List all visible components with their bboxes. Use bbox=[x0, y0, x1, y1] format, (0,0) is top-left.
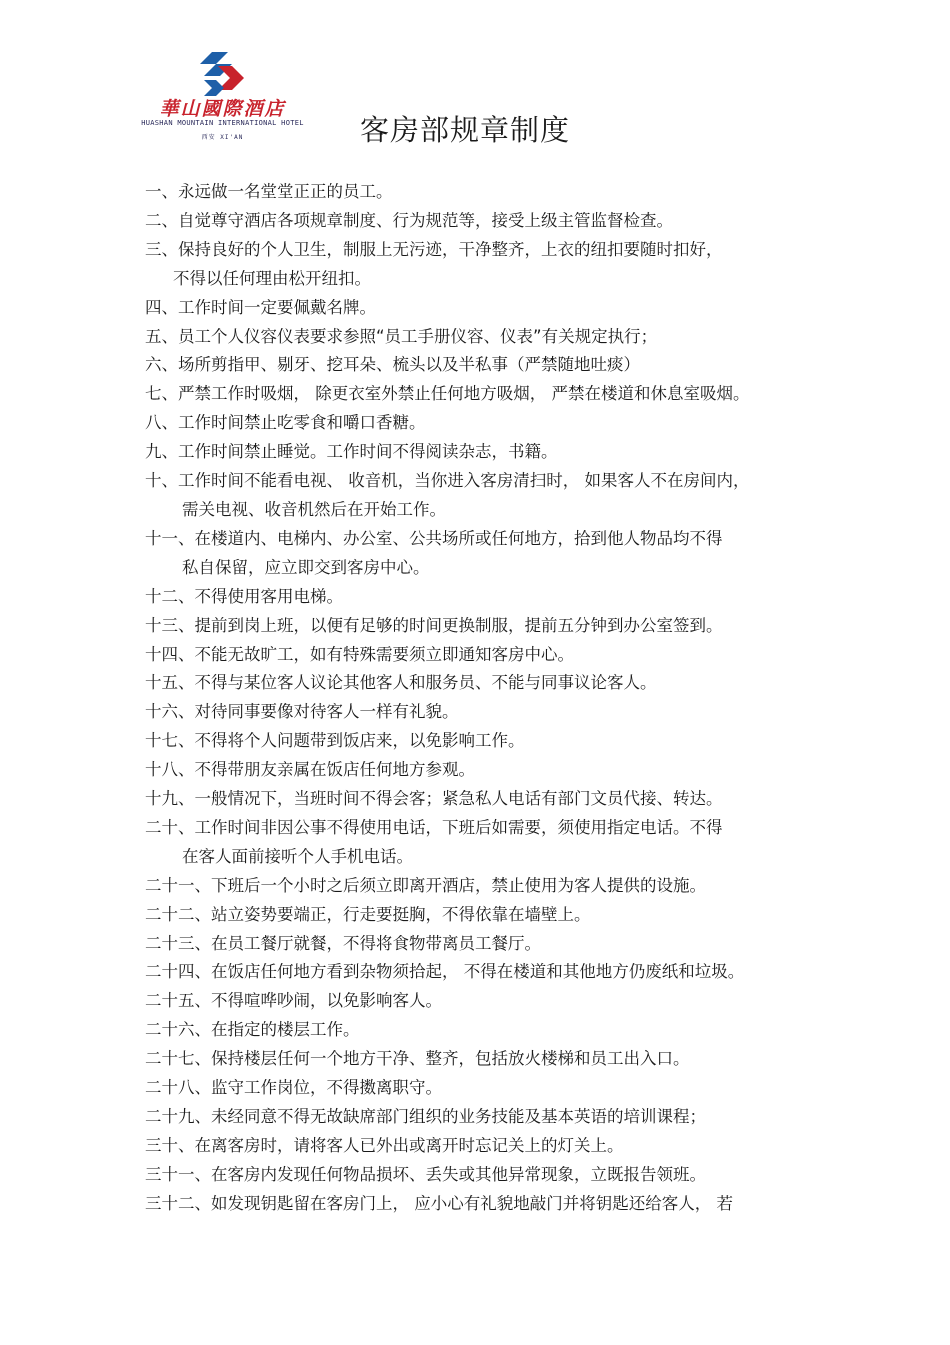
rule-item: 二十三、在员工餐厅就餐，不得将食物带离员工餐厅。 bbox=[145, 933, 541, 953]
rule-item: 八、工作时间禁止吃零食和嚼口香糖。 bbox=[145, 413, 426, 433]
logo-english-name: HUASHAN MOUNTAIN INTERNATIONAL HOTEL bbox=[141, 119, 304, 127]
rule-item: 二十一、下班后一个小时之后须立即离开酒店，禁止使用为客人提供的设施。 bbox=[145, 875, 706, 895]
rule-item: 三十、在离客房时，请将客人已外出或离开时忘记关上的灯关上。 bbox=[145, 1135, 624, 1155]
rule-item: 四、工作时间一定要佩戴名牌。 bbox=[145, 297, 376, 317]
rule-item: 二十八、监守工作岗位，不得擞离职守。 bbox=[145, 1078, 442, 1098]
document-title: 客房部规章制度 bbox=[359, 113, 570, 147]
rule-item: 三、保持良好的个人卫生，制服上无污迹，干净整齐，上衣的纽扣要随时扣好， bbox=[145, 239, 723, 259]
rule-item: 二十九、未经同意不得无故缺席部门组织的业务技能及基本英语的培训课程； bbox=[145, 1107, 706, 1126]
rule-item: 六、场所剪指甲、剔牙、挖耳朵、梳头以及半私事（严禁随地吐痰） bbox=[145, 355, 640, 375]
rule-item: 十七、不得将个人问题带到饭店来，以免影响工作。 bbox=[145, 731, 525, 751]
rule-item: 二十四、在饭店任何地方看到杂物须拾起， 不得在楼道和其他地方仍废纸和垃圾。 bbox=[145, 962, 745, 982]
rule-item-continuation: 需关电视、收音机然后在开始工作。 bbox=[182, 499, 446, 519]
rule-item: 二十七、保持楼层任何一个地方干净、整齐，包括放火楼梯和员工出入口。 bbox=[145, 1049, 690, 1069]
rule-item-continuation: 不得以任何理由松开纽扣。 bbox=[173, 268, 371, 288]
logo-city: 西安 XI'AN bbox=[201, 134, 244, 141]
red-blue-chevron-logo-icon bbox=[198, 52, 246, 96]
rule-item: 三十二、如发现钥匙留在客房门上， 应小心有礼貌地敲门并将钥匙还给客人， 若 bbox=[145, 1193, 733, 1213]
rules-list bbox=[145, 178, 825, 1219]
rule-item-continuation: 在客人面前接听个人手机电话。 bbox=[182, 846, 413, 866]
rule-item: 十六、对待同事要像对待客人一样有礼貌。 bbox=[145, 702, 459, 722]
rule-item: 二十五、不得喧哗吵闹，以免影响客人。 bbox=[145, 991, 442, 1011]
rule-item: 二、自觉尊守酒店各项规章制度、行为规范等，接受上级主管监督检查。 bbox=[145, 210, 673, 230]
rule-item: 十、工作时间不能看电视、 收音机，当你进入客房清扫时， 如果客人不在房间内， bbox=[145, 471, 750, 491]
rule-item: 十五、不得与某位客人议论其他客人和服务员、不能与同事议论客人。 bbox=[145, 673, 657, 693]
rule-item: 十三、提前到岗上班，以便有足够的时间更换制服，提前五分钟到办公室签到。 bbox=[145, 615, 723, 635]
logo-chinese-name: 華山國際酒店 bbox=[159, 98, 286, 120]
rule-item-continuation: 私自保留，应立即交到客房中心。 bbox=[182, 557, 430, 577]
rule-item: 九、工作时间禁止睡觉。工作时间不得阅读杂志，书籍。 bbox=[145, 442, 558, 462]
rule-item: 七、严禁工作时吸烟， 除更衣室外禁止任何地方吸烟， 严禁在楼道和休息室吸烟。 bbox=[145, 384, 750, 404]
rule-item: 三十一、在客房内发现任何物品损坏、丢失或其他异常现象，立既报告领班。 bbox=[145, 1164, 706, 1184]
rule-item: 十一、在楼道内、电梯内、办公室、公共场所或任何地方，拾到他人物品均不得 bbox=[145, 528, 723, 548]
rule-item: 十八、不得带朋友亲属在饭店任何地方参观。 bbox=[145, 760, 475, 780]
rule-item: 二十二、站立姿势要端正，行走要挺胸，不得依靠在墙壁上。 bbox=[145, 904, 591, 924]
rule-item: 一、永远做一名堂堂正正的员工。 bbox=[145, 182, 393, 201]
rule-item: 十九、一般情况下，当班时间不得会客；紧急私人电话有部门文员代接、转达。 bbox=[145, 789, 723, 809]
rule-item: 十四、不能无故旷工，如有特殊需要须立即通知客房中心。 bbox=[145, 644, 574, 664]
rule-item: 十二、不得使用客用电梯。 bbox=[145, 586, 343, 606]
rule-item: 二十、工作时间非因公事不得使用电话，下班后如需要，须使用指定电话。不得 bbox=[145, 817, 723, 837]
rule-item: 五、员工个人仪容仪表要求参照“员工手册仪容、仪表”有关规定执行； bbox=[145, 326, 658, 346]
rule-item: 二十六、在指定的楼层工作。 bbox=[145, 1020, 360, 1040]
